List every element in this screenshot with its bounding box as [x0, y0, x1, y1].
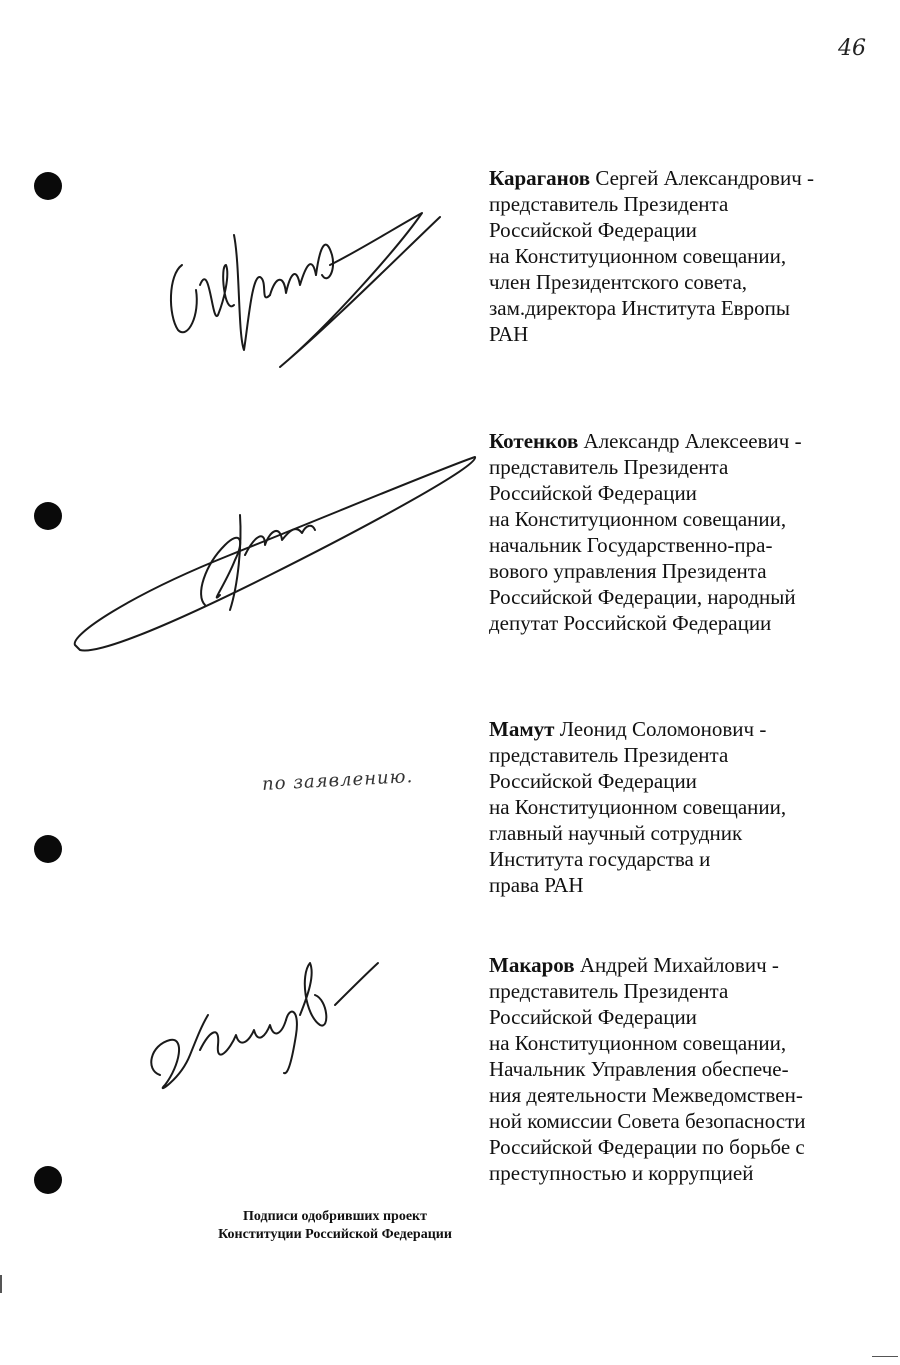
entry-kotenkov: [489, 428, 889, 636]
entry-line: Российской Федерации, народный: [489, 585, 796, 609]
entry-name: Леонид Соломонович -: [554, 717, 767, 741]
entry-line: на Конституционном совещании,: [489, 795, 787, 819]
entry-line: на Конституционном совещании,: [489, 1031, 787, 1055]
entry-surname: Котенков: [489, 429, 579, 453]
signature-karaganov: [160, 205, 480, 375]
binder-hole: [34, 172, 62, 200]
entry-line: Российской Федерации: [489, 481, 697, 505]
entry-line: на Конституционном совещании,: [489, 507, 787, 531]
entry-name: Сергей Александрович -: [590, 166, 814, 190]
entry-surname: Макаров: [489, 953, 575, 977]
entry-karaganov: [489, 165, 889, 347]
entry-line: представитель Президента: [489, 979, 729, 1003]
entry-line: права РАН: [489, 873, 584, 897]
binder-hole: [34, 1166, 62, 1194]
entry-line: представитель Президента: [489, 743, 729, 767]
handwritten-note: по заявлению.: [261, 766, 414, 795]
entry-line: Российской Федерации по борьбе с: [489, 1135, 805, 1159]
footer-line: Подписи одобривших проект: [243, 1209, 427, 1224]
entry-line: депутат Российской Федерации: [489, 611, 772, 635]
entry-line: ния деятельности Межведомствен-: [489, 1083, 803, 1107]
entry-line: ной комиссии Совета безопасности: [489, 1109, 806, 1133]
entry-line: Российской Федерации: [489, 218, 697, 242]
scan-edge-mark: [0, 1275, 2, 1293]
entry-line: представитель Президента: [489, 192, 729, 216]
entry-line: вового управления Президента: [489, 559, 767, 583]
entry-line: на Конституционном совещании,: [489, 244, 787, 268]
entry-line: преступностью и коррупцией: [489, 1161, 754, 1185]
binder-hole: [34, 502, 62, 530]
scan-edge-mark: [872, 1356, 898, 1357]
footer-caption: [200, 1208, 470, 1244]
entry-line: зам.директора Института Европы: [489, 296, 790, 320]
entry-line: Российской Федерации: [489, 769, 697, 793]
entry-line: начальник Государственно-пра-: [489, 533, 773, 557]
entry-line: РАН: [489, 322, 529, 346]
entry-line: член Президентского совета,: [489, 270, 748, 294]
footer-line: Конституции Российской Федерации: [218, 1227, 452, 1242]
entry-name: Андрей Михайлович -: [574, 953, 779, 977]
binder-hole: [34, 835, 62, 863]
entry-surname: Караганов: [489, 166, 591, 190]
signature-kotenkov: [70, 445, 490, 665]
entry-line: главный научный сотрудник: [489, 821, 743, 845]
signature-makarov: [140, 955, 400, 1105]
page-number: 46: [838, 36, 866, 61]
entry-line: Института государства и: [489, 847, 711, 871]
entry-line: представитель Президента: [489, 455, 729, 479]
entry-makarov: [489, 952, 889, 1186]
entry-name: Александр Алексеевич -: [578, 429, 802, 453]
entry-mamut: [489, 716, 889, 898]
entry-line: Российской Федерации: [489, 1005, 697, 1029]
entry-surname: Мамут: [489, 717, 555, 741]
entry-line: Начальник Управления обеспече-: [489, 1057, 789, 1081]
